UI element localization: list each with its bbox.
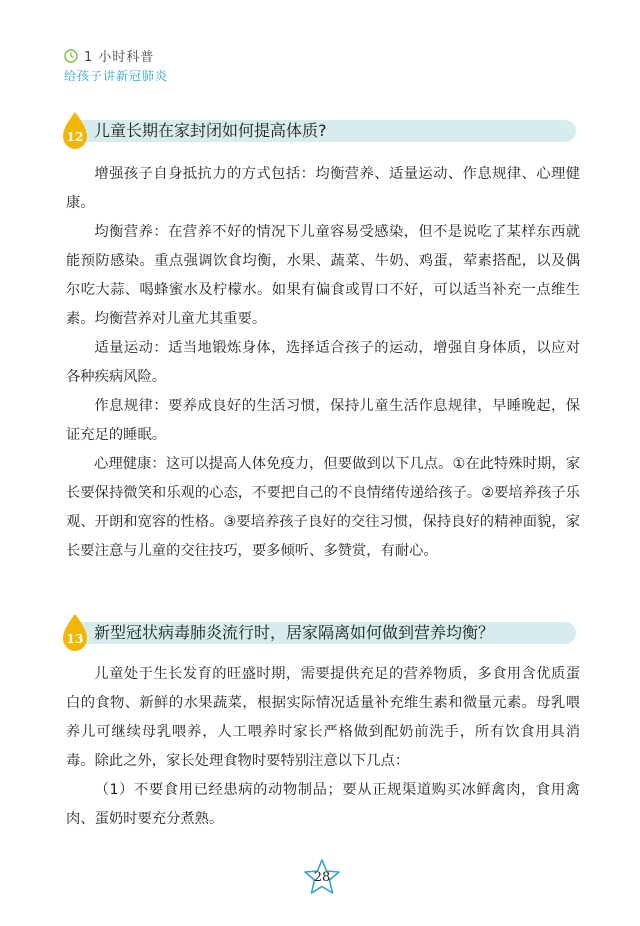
q12-paragraph-1: 增强孩子自身抵抗力的方式包括：均衡营养、适量运动、作息规律、心理健康。	[66, 166, 580, 211]
page-number	[302, 858, 342, 898]
question-13-number: 13	[66, 632, 84, 646]
page-number-text: 28	[313, 870, 331, 885]
running-header	[64, 46, 168, 84]
question-12-badge-icon	[60, 111, 90, 151]
q12-paragraph-4: 作息规律：要养成良好的生活习惯，保持儿童生活作息规律，早睡晚起，保证充足的睡眠。	[66, 398, 580, 443]
q13-paragraph-1: 儿童处于生长发育的旺盛时期，需要提供充足的营养物质，多食用含优质蛋白的食物、新鲜的水果蔬菜，根据实际情况适量补充维生素和微量元素。母乳喂养儿可继续母乳喂养，人工喂养时家长严格做到配奶前洗手，所有饮食用具消毒。除此之外，家长处理食物时要特别注意以下几点：	[66, 666, 580, 769]
question-13-title: 新型冠状病毒肺炎流行时，居家隔离如何做到营养均衡？	[94, 623, 495, 642]
question-12-banner	[64, 120, 576, 142]
question-12-title: 儿童长期在家封闭如何提高体质?	[94, 121, 327, 140]
book-subtitle: 给孩子讲新冠肺炎	[64, 69, 169, 83]
q12-paragraph-3: 适量运动：适当地锻炼身体，选择适合孩子的运动，增强自身体质，以应对各种疾病风险。	[66, 340, 580, 385]
clock-icon	[64, 49, 78, 63]
question-13-banner	[64, 622, 576, 644]
book-title: 1 小时科普	[84, 50, 155, 65]
q12-paragraph-5: 心理健康：这可以提高人体免疫力，但要做到以下几点。①在此特殊时期，家长要保持微笑和乐观的心态，不要把自己的不良情绪传递给孩子。②要培养孩子乐观、开朗和宽容的性格。③要培养孩子良好的交往习惯，保持良好的精神面貌，家长要注意与儿童的交往技巧，要多倾听、多赞赏，有耐心。	[66, 456, 580, 559]
question-13-badge-icon	[60, 613, 90, 653]
q12-paragraph-2: 均衡营养：在营养不好的情况下儿童容易受感染，但不是说吃了某样东西就能预防感染。重点强调饮食均衡，水果、蔬菜、牛奶、鸡蛋，荤素搭配，以及偶尔吃大蒜、喝蜂蜜水及柠檬水。如果有偏食或胃口不好，可以适当补充一点维生素。均衡营养对儿童尤其重要。	[66, 224, 580, 327]
question-12-number: 12	[66, 130, 84, 144]
q13-paragraph-2: （1）不要食用已经患病的动物制品；要从正规渠道购买冰鲜禽肉，食用禽肉、蛋奶时要充分煮熟。	[66, 782, 580, 827]
